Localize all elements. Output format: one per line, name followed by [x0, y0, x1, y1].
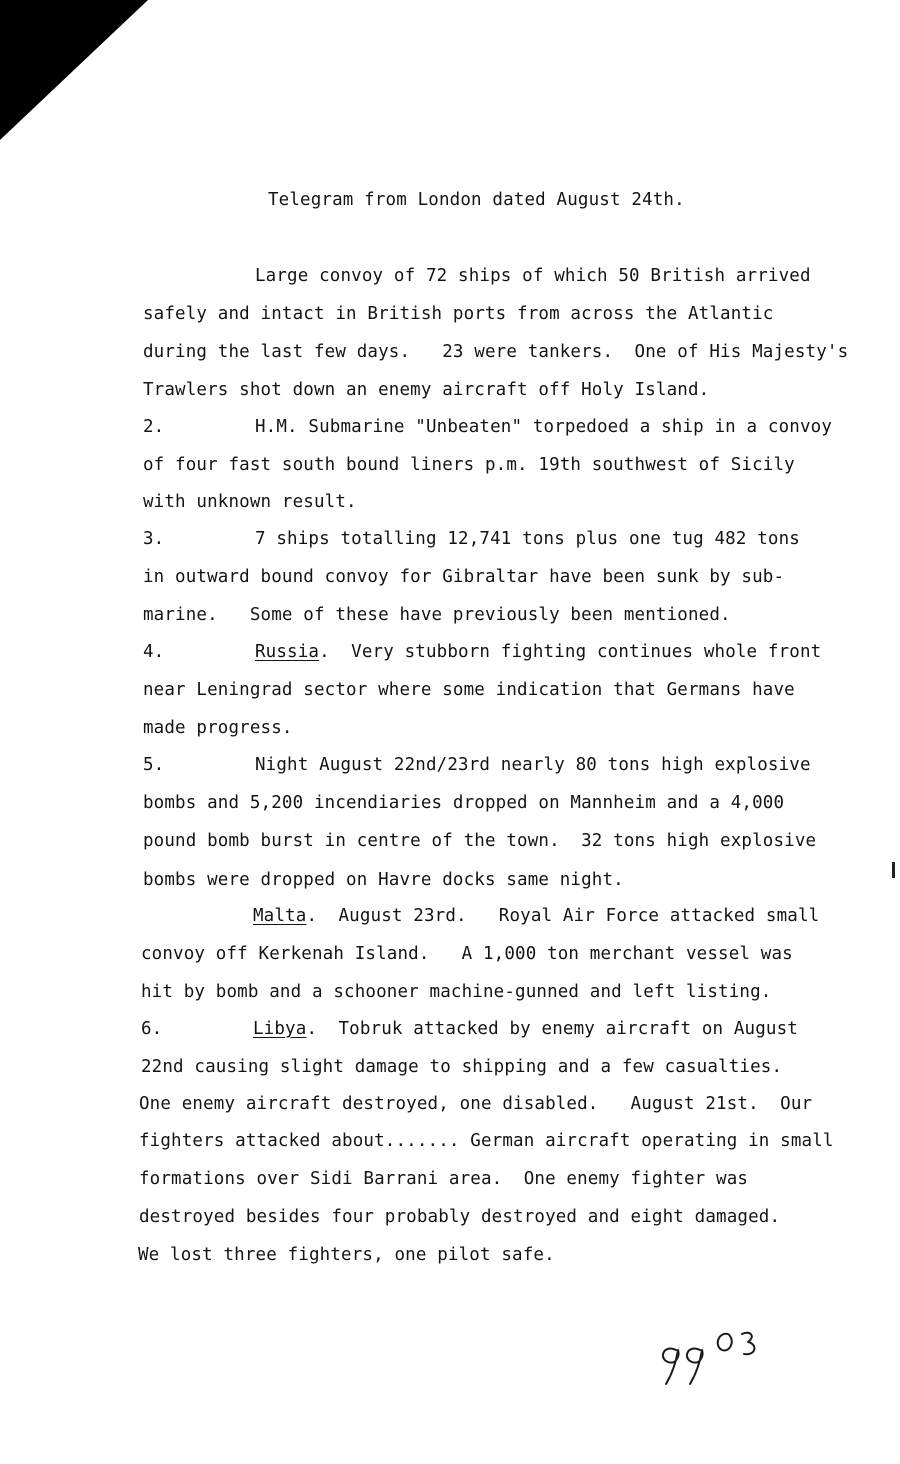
paragraph-2-line-1: H.M. Submarine "Unbeaten" torpedoed a ship in a convoy	[255, 417, 833, 437]
paragraph-5-line-1: Night August 22nd/23rd nearly 80 tons high explosive	[255, 755, 811, 775]
malta-heading: Malta	[253, 906, 307, 926]
paragraph-1-line-2: safely and intact in British ports from across the Atlantic	[143, 304, 774, 324]
handwritten-note-9903	[656, 1328, 766, 1388]
paragraph-3-number: 3.	[143, 529, 165, 549]
paragraph-1-line-3: during the last few days. 23 were tankers. One of His Majesty's	[143, 342, 849, 362]
paragraph-6-line-6: destroyed besides four probably destroyed and eight damaged.	[139, 1207, 781, 1227]
malta-line-1-text: . August 23rd. Royal Air Force attacked small	[306, 906, 820, 926]
paragraph-6-line-1-text: . Tobruk attacked by enemy aircraft on August	[306, 1019, 798, 1039]
malta-line-1	[253, 905, 819, 927]
paragraph-3-line-3: marine. Some of these have previously been mentioned.	[143, 605, 731, 625]
paragraph-4-line-2: near Leningrad sector where some indication that Germans have	[143, 680, 795, 700]
paragraph-4-line-1-text: . Very stubborn fighting continues whole front	[319, 642, 822, 662]
paragraph-5-line-3: pound bomb burst in centre of the town. 32 tons high explosive	[143, 831, 817, 851]
paragraph-4-line-3: made progress.	[143, 718, 293, 738]
paragraph-2-line-3: with unknown result.	[143, 492, 357, 512]
paragraph-4-line-1	[255, 641, 821, 663]
paragraph-3-line-2: in outward bound convoy for Gibraltar have been sunk by sub-	[143, 567, 785, 587]
paragraph-5-line-4: bombs were dropped on Havre docks same night.	[143, 870, 624, 890]
scan-corner-shadow	[0, 0, 148, 140]
paragraph-6-line-2: 22nd causing slight damage to shipping and a few casualties.	[141, 1057, 783, 1077]
paragraph-4-number: 4.	[143, 642, 165, 662]
paragraph-2-number: 2.	[143, 417, 165, 437]
paragraph-1-line-4: Trawlers shot down an enemy aircraft off Holy Island.	[143, 380, 710, 400]
paragraph-6-number: 6.	[141, 1019, 163, 1039]
paragraph-6-line-7: We lost three fighters, one pilot safe.	[138, 1245, 555, 1265]
paragraph-6-line-3: One enemy aircraft destroyed, one disabled. August 21st. Our	[139, 1094, 813, 1114]
paragraph-1-line-1: Large convoy of 72 ships of which 50 British arrived	[255, 266, 811, 286]
paragraph-6-line-4: fighters attacked about....... German aircraft operating in small	[139, 1131, 834, 1151]
malta-line-2: convoy off Kerkenah Island. A 1,000 ton merchant vessel was	[141, 944, 793, 964]
paragraph-5-line-2: bombs and 5,200 incendiaries dropped on Mannheim and a 4,000	[143, 793, 785, 813]
paragraph-6-line-1	[253, 1018, 798, 1040]
paragraph-6-line-5: formations over Sidi Barrani area. One enemy fighter was	[139, 1169, 749, 1189]
russia-heading: Russia	[255, 642, 320, 662]
libya-heading: Libya	[253, 1019, 307, 1039]
paragraph-3-line-1: 7 ships totalling 12,741 tons plus one tug 482 tons	[255, 529, 800, 549]
paragraph-2-line-2: of four fast south bound liners p.m. 19th southwest of Sicily	[143, 455, 795, 475]
malta-line-3: hit by bomb and a schooner machine-gunned and left listing.	[141, 982, 772, 1002]
scan-margin-mark	[892, 862, 895, 878]
paragraph-5-number: 5.	[143, 755, 165, 775]
telegram-title: Telegram from London dated August 24th.	[268, 190, 685, 210]
